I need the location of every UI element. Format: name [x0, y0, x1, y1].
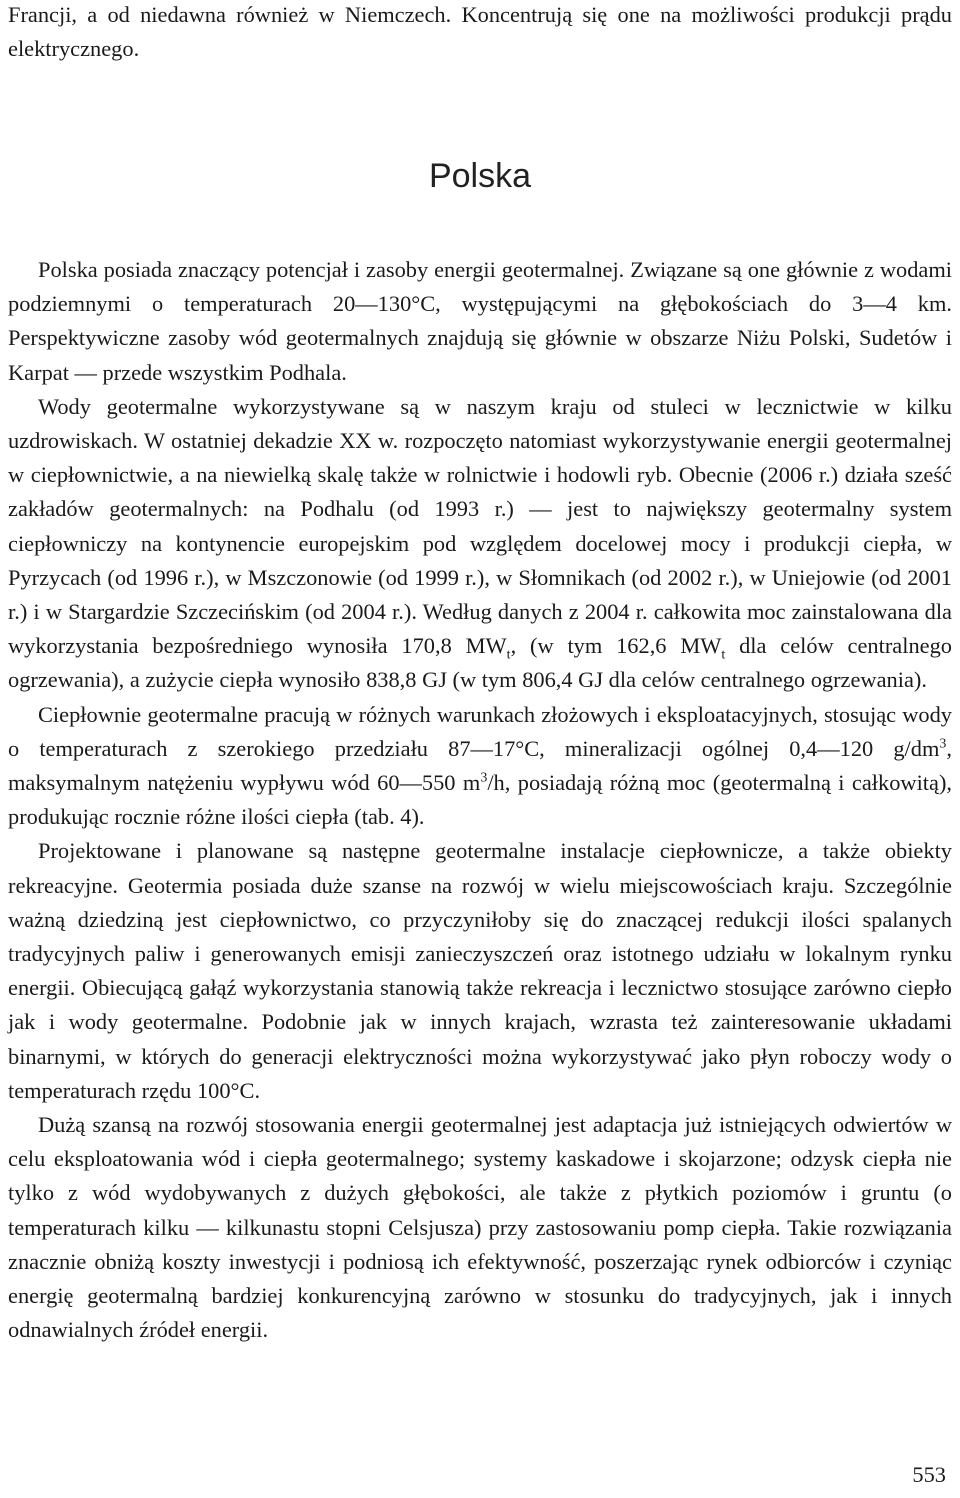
subscript-t-1: t	[506, 647, 511, 663]
page-number: 553	[912, 1462, 946, 1487]
paragraph-2	[8, 390, 952, 698]
superscript-3-1: 3	[939, 736, 947, 752]
paragraph-3	[8, 698, 952, 835]
section-body	[8, 253, 952, 1348]
paragraph-4: Projektowane i planowane są następne geotermalne instalacje ciepłownicze, a także obiekty rekreacyjne. Geotermia posiada duże szanse na rozwój w wielu miejscowościach kraju. Szczególnie ważną dziedziną jest ciepłownictwo, co przyczyniłoby się do znaczącej redukcji ilości spalanych tradycyjnych paliw i generowanych emisji zanieczyszczeń oraz istotnego udziału w lokalnym rynku energii. Obiecującą gałąź wykorzystania stanowią także rekreacja i lecznictwo stosujące zarówno ciepło jak i wody geotermalne. Podobnie jak w innych krajach, wzrasta też zainteresowanie układami binarnymi, w których do generacji elektryczności można wykorzystywać jako płyn roboczy wody o temperaturach rzędu 100°C.	[8, 838, 952, 1103]
paragraph-3-text-a: Ciepłownie geotermalne pracują w różnych warunkach złożowych i eksploatacyjnych, stosując wody o temperaturach z szerokiego przedziału 87—17°C, mineralizacji ogólnej 0,4—120 g/dm	[8, 701, 952, 761]
paragraph-3-text-b: , maksymalnym natężeniu wypływu wód 60—550 m	[8, 735, 952, 796]
paragraph-5: Dużą szansą na rozwój stosowania energii geotermalnej jest adaptacja już istniejących odwiertów w celu eksploatowania wód i ciepła geotermalnego; systemy kaskadowe i skojarzone; odzysk ciepła nie tylko z wód wydobywanych z dużych głębokości, ale także z płytkich poziomów i gruntu (o temperaturach kilku — kilkunastu stopni Celsjusza) przy zastosowaniu pomp ciepła. Takie rozwiązania znacznie obniżą koszty inwestycji i podniosą ich efektywność, poszerzając rynek odbiorców i czyniąc energię geotermalną bardziej konkurencyjną zarówno w stosunku do tradycyjnych, jak i innych odnawialnych źródeł energii.	[8, 1112, 952, 1343]
paragraph-1: Polska posiada znaczący potencjał i zasoby energii geotermalnej. Związane są one głównie z wodami podziemnymi o temperaturach 20—130°C, występującymi na głębokościach do 3—4 km. Perspektywiczne zasoby wód geotermalnych znajdują się głównie w obszarze Niżu Polski, Sudetów i Karpat — przede wszystkim Podhala.	[8, 257, 952, 385]
subscript-t-2: t	[721, 647, 726, 663]
paragraph-2-text-a: Wody geotermalne wykorzystywane są w naszym kraju od stuleci w lecznictwie w kilku uzdrowiskach. W ostatniej dekadzie XX w. rozpoczęto natomiast wykorzystywanie energii geotermalnej w ciepłownictwie, a na niewielką skalę także w rolnictwie i hodowli ryb. Obecnie (2006 r.) działa sześć zakładów geotermalnych: na Podhalu (od 1993 r.) — jest to największy geotermalny system ciepłowniczy na kontynencie europejskim pod względem docelowej mocy i produkcji ciepła, w Pyrzycach (od 1996 r.), w Mszczonowie (od 1999 r.), w Słomnikach (od 2002 r.), w Uniejowie (od 2001 r.) i w Stargardzie Szczecińskim (od 2004 r.). Według danych z 2004 r. całkowita moc zainstalowana dla wykorzystania bezpośredniego wynosiła 170,8 MW	[8, 393, 952, 659]
section-heading: Polska	[428, 157, 532, 195]
paragraph-2-text-b: , (w tym 162,6 MW	[510, 633, 722, 659]
paragraph-3-text-c: /h, posiadają różną moc (geotermalną i całkowitą), produkując rocznie różne ilości ciepła (tab. 4).	[8, 770, 952, 830]
intro-paragraph: Francji, a od niedawna również w Niemczech. Koncentrują się one na możliwości produkcji prądu elektrycznego.	[8, 2, 952, 62]
paragraph-2-text-c: dla celów centralnego ogrzewania), a zużycie ciepła wynosiło 838,8 GJ (w tym 806,4 GJ dla celów centralnego ogrzewania).	[8, 633, 952, 693]
superscript-3-2: 3	[480, 770, 488, 786]
document-page	[8, 0, 952, 1487]
